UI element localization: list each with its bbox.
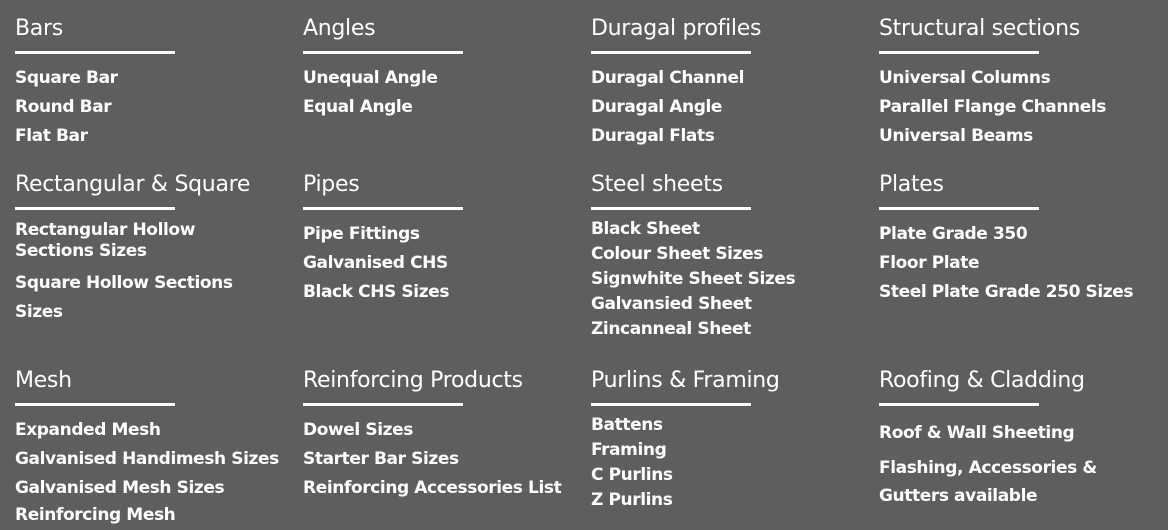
link-universal-beams[interactable]: Universal Beams [879, 126, 1033, 146]
link-list [591, 413, 861, 513]
link-rectangular-hollow-sections-sizes[interactable]: Rectangular Hollow Sections Sizes [15, 220, 196, 261]
section-mesh [15, 368, 285, 528]
link-list [591, 64, 861, 151]
section-purlins-framing [591, 368, 861, 513]
link-reinforcing-accessories-list[interactable]: Reinforcing Accessories List [303, 478, 562, 498]
link-dowel-sizes[interactable]: Dowel Sizes [303, 420, 413, 440]
heading-underline [879, 51, 1039, 54]
link-duragal-flats[interactable]: Duragal Flats [591, 126, 715, 146]
section-angles [303, 16, 573, 122]
link-roof-wall-sheeting[interactable]: Roof & Wall Sheeting [879, 423, 1075, 443]
link-expanded-mesh[interactable]: Expanded Mesh [15, 420, 161, 440]
heading-underline [15, 51, 175, 54]
link-list [15, 416, 285, 528]
section-roofing-cladding [879, 368, 1154, 510]
link-signwhite-sheet-sizes[interactable]: Signwhite Sheet Sizes [591, 269, 796, 289]
section-structural-sections [879, 16, 1149, 151]
section-heading: Structural sections [879, 16, 1080, 41]
link-list [591, 217, 861, 342]
section-rectangular-square [15, 172, 270, 327]
section-heading: Bars [15, 16, 63, 41]
section-heading: Purlins & Framing [591, 368, 780, 393]
heading-underline [15, 207, 175, 210]
link-round-bar[interactable]: Round Bar [15, 97, 112, 117]
link-framing[interactable]: Framing [591, 440, 667, 460]
link-pipe-fittings[interactable]: Pipe Fittings [303, 224, 420, 244]
heading-underline [15, 403, 175, 406]
link-list [15, 220, 270, 327]
section-steel-sheets [591, 172, 861, 342]
link-z-purlins[interactable]: Z Purlins [591, 490, 673, 510]
section-heading: Pipes [303, 172, 360, 197]
section-reinforcing-products [303, 368, 573, 503]
link-list [879, 419, 1154, 510]
link-list [303, 64, 573, 122]
link-list [879, 64, 1149, 151]
link-list [879, 220, 1149, 307]
heading-underline [591, 207, 751, 210]
link-duragal-angle[interactable]: Duragal Angle [591, 97, 723, 117]
link-c-purlins[interactable]: C Purlins [591, 465, 673, 485]
heading-underline [879, 207, 1039, 210]
link-black-sheet[interactable]: Black Sheet [591, 219, 700, 239]
link-floor-plate[interactable]: Floor Plate [879, 253, 980, 273]
link-battens[interactable]: Battens [591, 415, 663, 435]
link-unequal-angle[interactable]: Unequal Angle [303, 68, 438, 88]
link-square-bar[interactable]: Square Bar [15, 68, 118, 88]
link-reinforcing-mesh[interactable]: Reinforcing Mesh [15, 505, 176, 525]
section-heading: Duragal profiles [591, 16, 762, 41]
section-heading: Roofing & Cladding [879, 368, 1085, 393]
link-galvanised-chs[interactable]: Galvanised CHS [303, 253, 448, 273]
link-plate-grade-350[interactable]: Plate Grade 350 [879, 224, 1028, 244]
heading-underline [591, 403, 751, 406]
link-duragal-channel[interactable]: Duragal Channel [591, 68, 745, 88]
section-heading: Angles [303, 16, 376, 41]
heading-underline [591, 51, 751, 54]
link-zincanneal-sheet[interactable]: Zincanneal Sheet [591, 319, 751, 339]
link-list [303, 220, 573, 307]
section-plates [879, 172, 1149, 307]
section-duragal-profiles [591, 16, 861, 151]
section-heading: Reinforcing Products [303, 368, 523, 393]
link-universal-columns[interactable]: Universal Columns [879, 68, 1051, 88]
link-galvanised-handimesh-sizes[interactable]: Galvanised Handimesh Sizes [15, 449, 279, 469]
link-galvanised-mesh-sizes[interactable]: Galvanised Mesh Sizes [15, 478, 225, 498]
heading-underline [303, 403, 463, 406]
section-heading: Steel sheets [591, 172, 723, 197]
section-heading: Plates [879, 172, 944, 197]
link-colour-sheet-sizes[interactable]: Colour Sheet Sizes [591, 244, 763, 264]
link-steel-plate-grade-250-sizes[interactable]: Steel Plate Grade 250 Sizes [879, 282, 1134, 302]
link-galvansied-sheet[interactable]: Galvansied Sheet [591, 294, 752, 314]
link-starter-bar-sizes[interactable]: Starter Bar Sizes [303, 449, 459, 469]
section-pipes [303, 172, 573, 307]
heading-underline [303, 51, 463, 54]
link-square-hollow-sections-sizes[interactable]: Square Hollow Sections Sizes [15, 273, 233, 322]
link-black-chs-sizes[interactable]: Black CHS Sizes [303, 282, 450, 302]
link-parallel-flange-channels[interactable]: Parallel Flange Channels [879, 97, 1107, 117]
heading-underline [303, 207, 463, 210]
section-bars [15, 16, 285, 151]
heading-underline [879, 403, 1039, 406]
section-heading: Mesh [15, 368, 72, 393]
link-flat-bar[interactable]: Flat Bar [15, 126, 88, 146]
link-list [303, 416, 573, 503]
link-equal-angle[interactable]: Equal Angle [303, 97, 413, 117]
section-heading: Rectangular & Square [15, 172, 251, 197]
link-flashing-accessories-gutters[interactable]: Flashing, Accessories & Gutters available [879, 458, 1097, 506]
link-list [15, 64, 285, 151]
